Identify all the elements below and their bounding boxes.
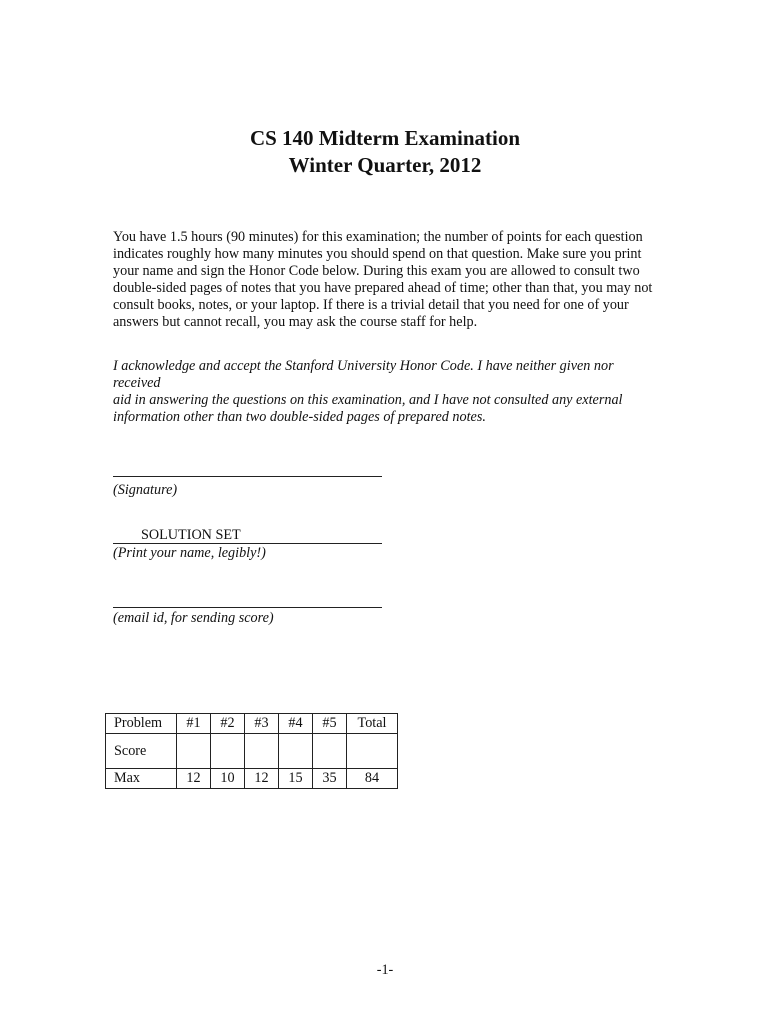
score-label: Score: [106, 734, 177, 769]
signature-line[interactable]: [113, 476, 382, 477]
column-header: #1: [177, 714, 211, 734]
page-number: -1-: [376, 962, 394, 978]
instructions-line: answers but cannot recall, you may ask the course staff for help.: [113, 313, 478, 330]
score-cell[interactable]: [177, 734, 211, 769]
name-value: SOLUTION SET: [141, 527, 241, 543]
exam-term: Winter Quarter, 2012: [288, 153, 482, 177]
table-row: [106, 769, 398, 789]
score-table: [105, 713, 398, 789]
score-cell[interactable]: [211, 734, 245, 769]
email-caption: (email id, for sending score): [113, 610, 274, 626]
exam-instructions: [113, 229, 653, 330]
score-total-cell[interactable]: [347, 734, 398, 769]
column-header: #4: [279, 714, 313, 734]
total-header: Total: [347, 714, 398, 734]
max-label: Max: [106, 769, 177, 789]
max-total-cell: 84: [347, 769, 398, 789]
name-caption: (Print your name, legibly!): [113, 545, 266, 561]
exam-title-block: [0, 125, 770, 179]
instructions-line: indicates roughly how many minutes you should spend on that question. Make sure you print: [113, 245, 642, 262]
score-cell[interactable]: [279, 734, 313, 769]
signature-caption: (Signature): [113, 482, 178, 498]
column-header: #5: [313, 714, 347, 734]
name-field[interactable]: [113, 526, 382, 544]
score-cell[interactable]: [245, 734, 279, 769]
honor-code-statement: [113, 358, 653, 426]
max-cell: 10: [211, 769, 245, 789]
max-cell: 15: [279, 769, 313, 789]
email-line[interactable]: [113, 607, 382, 608]
honor-code-line: aid in answering the questions on this examination, and I have not consulted any external: [113, 391, 623, 408]
exam-title: CS 140 Midterm Examination: [249, 126, 521, 150]
honor-code-line: information other than two double-sided pages of prepared notes.: [113, 408, 486, 425]
column-header: #2: [211, 714, 245, 734]
max-cell: 12: [177, 769, 211, 789]
instructions-line: double-sided pages of notes that you have prepared ahead of time; other than that, you may not: [113, 279, 653, 296]
max-cell: 12: [245, 769, 279, 789]
instructions-line: your name and sign the Honor Code below. During this exam you are allowed to consult two: [113, 262, 640, 279]
column-header: #3: [245, 714, 279, 734]
max-cell: 35: [313, 769, 347, 789]
honor-code-line: I acknowledge and accept the Stanford University Honor Code. I have neither given nor received: [113, 358, 614, 391]
table-row: [106, 734, 398, 769]
instructions-line: consult books, notes, or your laptop. If there is a trivial detail that you need for one of your: [113, 296, 629, 313]
table-header-row: [106, 714, 398, 734]
instructions-line: You have 1.5 hours (90 minutes) for this examination; the number of points for each question: [113, 229, 643, 245]
problem-header: Problem: [106, 714, 177, 734]
score-cell[interactable]: [313, 734, 347, 769]
